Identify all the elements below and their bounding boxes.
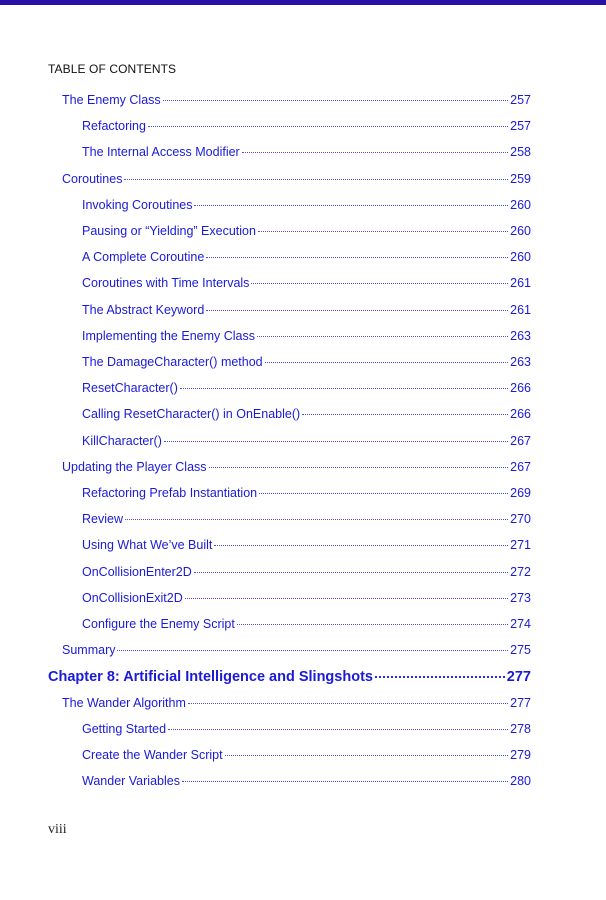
page-header: TABLE OF CONTENTS	[48, 62, 177, 76]
toc-entry-page: 261	[510, 302, 531, 317]
toc-entry-title: Configure the Enemy Script	[82, 617, 235, 631]
dot-leader	[194, 572, 508, 573]
toc-entry[interactable]	[82, 434, 531, 454]
dot-leader	[259, 493, 508, 494]
dot-leader	[209, 467, 509, 468]
dot-leader	[182, 781, 508, 782]
toc-entry-page: 263	[510, 355, 531, 369]
dot-leader	[117, 650, 508, 651]
dot-leader	[163, 100, 508, 101]
toc-entry-page: 259	[510, 171, 531, 186]
toc-entry-page: 278	[510, 721, 531, 736]
toc-entry-page: 257	[510, 93, 531, 107]
toc-entry-title: Pausing or “Yielding” Execution	[82, 224, 256, 238]
toc-entry-title: Calling ResetCharacter() in OnEnable()	[82, 407, 301, 422]
toc-entry[interactable]	[82, 748, 531, 768]
toc-entry-page: 260	[510, 224, 531, 238]
toc-entry-title: Invoking Coroutines	[82, 197, 193, 212]
toc-entry[interactable]	[82, 617, 531, 637]
toc-entry-title: Updating the Player Class	[62, 459, 207, 474]
dot-leader	[124, 179, 508, 180]
toc-entry[interactable]	[82, 381, 531, 401]
toc-entry-title: Chapter 8: Artificial Intelligence and Slingshots	[48, 669, 373, 686]
dot-leader	[194, 205, 508, 206]
toc-entry[interactable]	[82, 407, 531, 427]
toc-entry-title: OnCollisionEnter2D	[82, 564, 192, 579]
dot-leader	[125, 519, 508, 520]
dot-leader	[225, 755, 509, 756]
toc-entry-title: The Wander Algorithm	[62, 695, 186, 710]
page-number: viii	[48, 822, 67, 837]
toc-entry-title: Refactoring	[82, 119, 146, 134]
toc-entry-page: 263	[510, 328, 531, 343]
toc-entry-page: 274	[510, 617, 531, 631]
toc-entry-title: The Enemy Class	[62, 93, 161, 107]
toc-entry-page: 280	[510, 774, 531, 789]
toc-entry[interactable]	[82, 198, 531, 218]
dot-leader	[375, 676, 505, 678]
toc-entry[interactable]	[62, 460, 531, 480]
toc-entry-title: Summary	[62, 643, 116, 658]
toc-entry[interactable]	[82, 512, 531, 532]
toc-entry[interactable]	[82, 250, 531, 270]
toc-entry-page: 267	[510, 459, 531, 474]
toc-entry[interactable]	[82, 591, 531, 611]
top-accent-bar	[0, 0, 606, 5]
toc-entry[interactable]	[62, 93, 531, 113]
toc-entry[interactable]	[82, 774, 531, 794]
toc-entry-title: OnCollisionExit2D	[82, 590, 183, 605]
toc-entry-page: 260	[510, 250, 531, 265]
toc-entry[interactable]	[62, 643, 531, 663]
toc-entry-page: 272	[510, 564, 531, 579]
toc-entry-title: A Complete Coroutine	[82, 250, 205, 265]
toc-entry-title: Wander Variables	[82, 774, 180, 789]
dot-leader	[164, 441, 508, 442]
toc-entry-title: Coroutines with Time Intervals	[82, 276, 250, 291]
toc-entry-page: 267	[510, 433, 531, 448]
toc-entry-title: Using What We’ve Built	[82, 538, 213, 553]
toc-entry-page: 258	[510, 145, 531, 160]
dot-leader	[206, 310, 508, 311]
dot-leader	[214, 545, 508, 546]
dot-leader	[265, 362, 509, 363]
toc-entry[interactable]	[82, 355, 531, 375]
toc-entry-page: 257	[510, 119, 531, 134]
toc-entry-title: The DamageCharacter() method	[82, 355, 263, 369]
toc-entry-page: 273	[510, 590, 531, 605]
toc-entry[interactable]	[82, 224, 531, 244]
dot-leader	[185, 598, 508, 599]
dot-leader	[237, 624, 508, 625]
dot-leader	[148, 126, 508, 127]
toc-entry[interactable]	[82, 722, 531, 742]
toc-entry-title: The Internal Access Modifier	[82, 145, 240, 160]
toc-entry[interactable]	[82, 145, 531, 165]
toc-entry-title: Getting Started	[82, 721, 167, 736]
toc-entry[interactable]	[82, 303, 531, 323]
toc-entry[interactable]	[82, 329, 531, 349]
toc-entry-page: 260	[510, 197, 531, 212]
toc-entry-title: Coroutines	[62, 171, 123, 186]
toc-entry-page: 277	[506, 669, 531, 686]
toc-entry-title: Refactoring Prefab Instantiation	[82, 486, 258, 500]
dot-leader	[242, 152, 508, 153]
toc-entry-page: 261	[510, 276, 531, 291]
toc-entry-page: 266	[510, 381, 531, 396]
toc-entry-page: 277	[510, 695, 531, 710]
toc-entry[interactable]	[62, 696, 531, 716]
toc-entry[interactable]	[82, 119, 531, 139]
toc-entry-page: 271	[510, 538, 531, 553]
toc-entry-title: The Abstract Keyword	[82, 302, 205, 317]
dot-leader	[258, 231, 508, 232]
toc-entry-title: Implementing the Enemy Class	[82, 328, 255, 343]
toc-entry[interactable]	[82, 276, 531, 296]
toc-entry[interactable]	[82, 538, 531, 558]
dot-leader	[257, 336, 508, 337]
toc-entry-page: 269	[510, 486, 531, 500]
toc-entry[interactable]	[62, 172, 531, 192]
toc-entry[interactable]	[82, 486, 531, 506]
toc-entry-title: Create the Wander Script	[82, 748, 223, 762]
toc-entry-page: 266	[510, 407, 531, 422]
dot-leader	[251, 283, 508, 284]
toc-entry[interactable]	[82, 565, 531, 585]
toc-entry-page: 275	[510, 643, 531, 658]
toc-entry-title: ResetCharacter()	[82, 381, 178, 396]
toc-entry-title: KillCharacter()	[82, 433, 162, 448]
toc-entry-page: 279	[510, 748, 531, 762]
toc-entry-title: Review	[82, 512, 123, 527]
toc-chapter-entry[interactable]	[48, 669, 531, 689]
dot-leader	[302, 414, 508, 415]
dot-leader	[206, 257, 508, 258]
toc-entry-page: 270	[510, 512, 531, 527]
dot-leader	[180, 388, 508, 389]
dot-leader	[168, 729, 508, 730]
dot-leader	[188, 703, 508, 704]
